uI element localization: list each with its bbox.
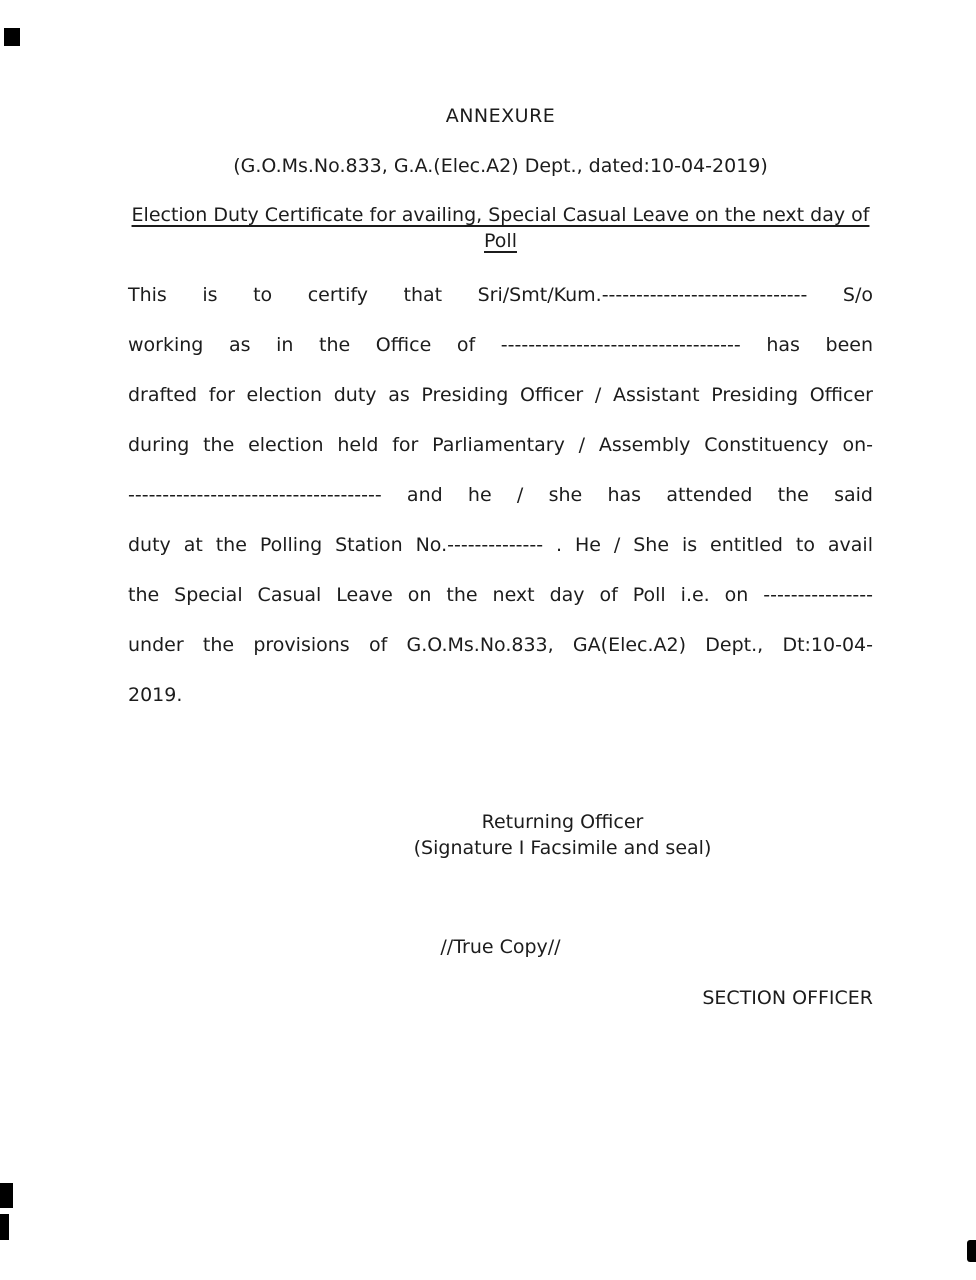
body-line: duty at the Polling Station No.-------------- . He / She is entitled to avail [128, 534, 873, 556]
scan-artifact-bottom-left-2 [0, 1214, 9, 1240]
body-line: during the election held for Parliamentary / Assembly Constituency on- [128, 434, 873, 456]
body-line: under the provisions of G.O.Ms.No.833, GA(Elec.A2) Dept., Dt:10-04- [128, 634, 873, 656]
signature-facsimile-label: (Signature I Facsimile and seal) [413, 837, 712, 859]
annexure-title: ANNEXURE [445, 105, 556, 127]
returning-officer-label: Returning Officer [481, 811, 644, 833]
body-line: working as in the Office of ----------------------------------- has been [128, 334, 873, 356]
certificate-body [128, 270, 873, 720]
returning-officer-signature-block [190, 809, 935, 861]
certificate-document [128, 0, 873, 1011]
scan-artifact-right-edge [967, 1240, 976, 1262]
scan-artifact-top-left [4, 28, 20, 46]
body-line: 2019. [128, 684, 183, 706]
true-copy-label: //True Copy// [440, 936, 561, 958]
body-line: drafted for election duty as Presiding Officer / Assistant Presiding Officer [128, 384, 873, 406]
go-reference-line: (G.O.Ms.No.833, G.A.(Elec.A2) Dept., dated:10-04-2019) [233, 155, 768, 177]
scan-artifact-bottom-left-1 [0, 1183, 13, 1208]
section-officer-label: SECTION OFFICER [702, 987, 873, 1009]
certificate-heading-text: Election Duty Certificate for availing, Special Casual Leave on the next day of Poll [131, 204, 870, 252]
body-line: ------------------------------------- and he / she has attended the said [128, 484, 873, 506]
body-line: This is to certify that Sri/Smt/Kum.------------------------------ S/o [128, 284, 873, 306]
body-line: the Special Casual Leave on the next day of Poll i.e. on ---------------- [128, 584, 873, 606]
certificate-heading [128, 202, 873, 254]
